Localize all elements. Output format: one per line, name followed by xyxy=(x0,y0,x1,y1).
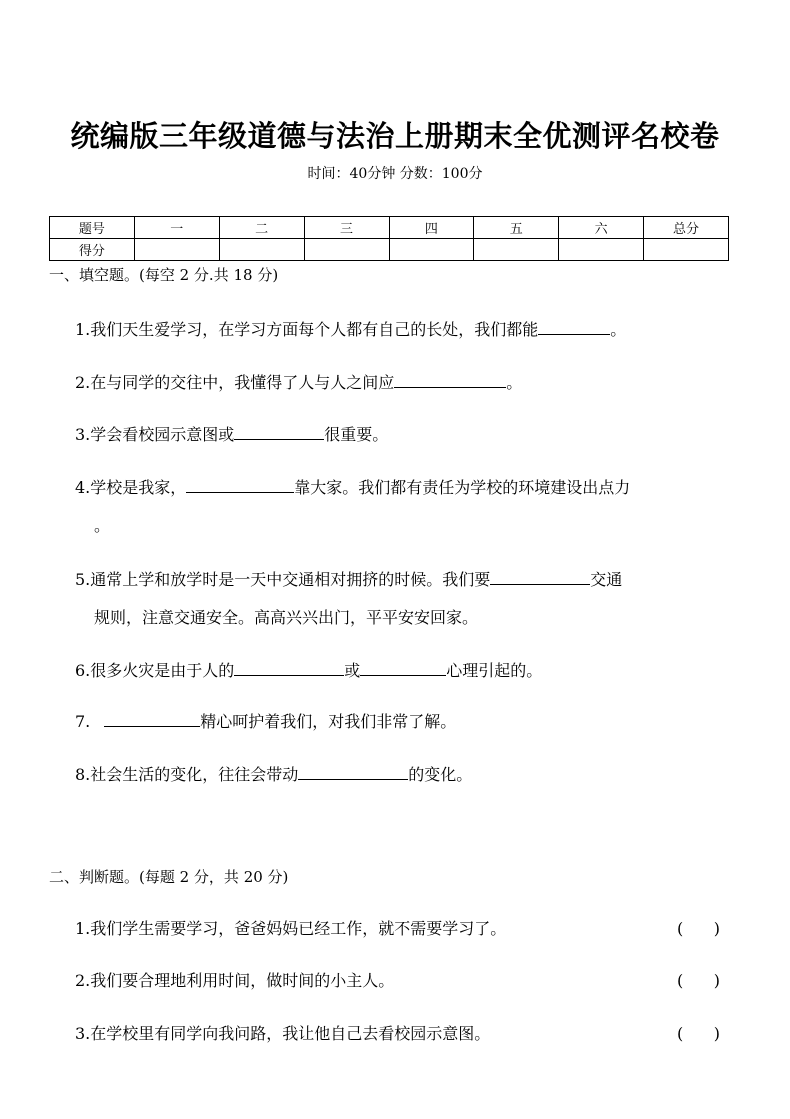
score-header-cell: 总分 xyxy=(644,217,729,239)
score-input-cell[interactable] xyxy=(559,239,644,261)
page-title: 统编版三年级道德与法治上册期末全优测评名校卷 xyxy=(70,119,720,153)
question-text: 4.学校是我家， xyxy=(75,478,187,497)
score-header-cell: 题号 xyxy=(50,217,135,239)
judge-question-1: 1.我们学生需要学习，爸爸妈妈已经工作，就不需要学习了。 xyxy=(75,919,507,938)
question-text: 靠大家。我们都有责任为学校的环境建设出点力 xyxy=(294,478,631,497)
question-text: 3.学会看校园示意图或 xyxy=(75,425,235,444)
answer-parentheses[interactable]: ( ) xyxy=(677,971,720,990)
question-text: 精心呵护着我们，对我们非常了解。 xyxy=(200,712,457,731)
score-table xyxy=(49,216,729,261)
answer-blank[interactable] xyxy=(298,763,408,780)
score-input-cell[interactable] xyxy=(134,239,219,261)
judge-question-3: 3.在学校里有同学向我问路，我让他自己去看校园示意图。 xyxy=(75,1024,491,1043)
question-text: 8.社会生活的变化，往往会带动 xyxy=(75,765,299,784)
question-text: 6.很多火灾是由于人的 xyxy=(75,661,235,680)
question-text: 心理引起的。 xyxy=(446,661,543,680)
answer-blank[interactable] xyxy=(538,318,610,335)
score-table-header-row xyxy=(50,217,729,239)
fill-question-5 xyxy=(75,568,622,628)
answer-blank[interactable] xyxy=(360,659,446,676)
question-text: 。 xyxy=(610,320,627,339)
answer-blank[interactable] xyxy=(104,710,200,727)
judge-question-2: 2.我们要合理地利用时间，做时间的小主人。 xyxy=(75,971,395,990)
score-input-cell[interactable] xyxy=(644,239,729,261)
score-input-cell[interactable] xyxy=(304,239,389,261)
question-text-continuation: 。 xyxy=(94,516,111,535)
fill-question-4 xyxy=(75,476,630,536)
exam-info: 时间：40分钟 分数：100分 xyxy=(307,166,483,182)
fill-question-6 xyxy=(75,659,542,681)
fill-question-8 xyxy=(75,763,472,785)
answer-blank[interactable] xyxy=(490,568,590,585)
fill-question-7 xyxy=(75,710,456,732)
question-text: 7. xyxy=(75,712,91,731)
score-header-cell: 一 xyxy=(134,217,219,239)
score-input-cell[interactable] xyxy=(474,239,559,261)
answer-blank[interactable] xyxy=(186,476,294,493)
score-header-cell: 四 xyxy=(389,217,474,239)
score-header-cell: 五 xyxy=(474,217,559,239)
question-text-continuation: 规则，注意交通安全。高高兴兴出门，平平安安回家。 xyxy=(94,608,479,627)
score-table-score-row xyxy=(50,239,729,261)
question-text: 交通 xyxy=(590,570,623,589)
answer-blank[interactable] xyxy=(394,371,506,388)
score-input-cell[interactable] xyxy=(389,239,474,261)
answer-blank[interactable] xyxy=(234,423,324,440)
fill-question-1 xyxy=(75,318,626,340)
question-text: 的变化。 xyxy=(408,765,473,784)
score-header-cell: 六 xyxy=(559,217,644,239)
question-text: 2.在与同学的交往中，我懂得了人与人之间应 xyxy=(75,373,395,392)
section-fill-blank-title: 一、填空题。(每空 2 分.共 18 分) xyxy=(49,266,279,284)
score-header-cell: 三 xyxy=(304,217,389,239)
section-true-false-title: 二、判断题。(每题 2 分，共 20 分) xyxy=(49,868,289,886)
question-text: 5.通常上学和放学时是一天中交通相对拥挤的时候。我们要 xyxy=(75,570,491,589)
answer-parentheses[interactable]: ( ) xyxy=(677,919,720,938)
fill-question-2 xyxy=(75,371,522,393)
score-row-label: 得分 xyxy=(50,239,135,261)
question-text: 1.我们天生爱学习，在学习方面每个人都有自己的长处，我们都能 xyxy=(75,320,539,339)
answer-parentheses[interactable]: ( ) xyxy=(677,1024,720,1043)
score-input-cell[interactable] xyxy=(219,239,304,261)
score-header-cell: 二 xyxy=(219,217,304,239)
question-text: 很重要。 xyxy=(324,425,389,444)
answer-blank[interactable] xyxy=(234,659,344,676)
question-text: 。 xyxy=(506,373,523,392)
question-text: 或 xyxy=(344,661,361,680)
fill-question-3 xyxy=(75,423,388,445)
